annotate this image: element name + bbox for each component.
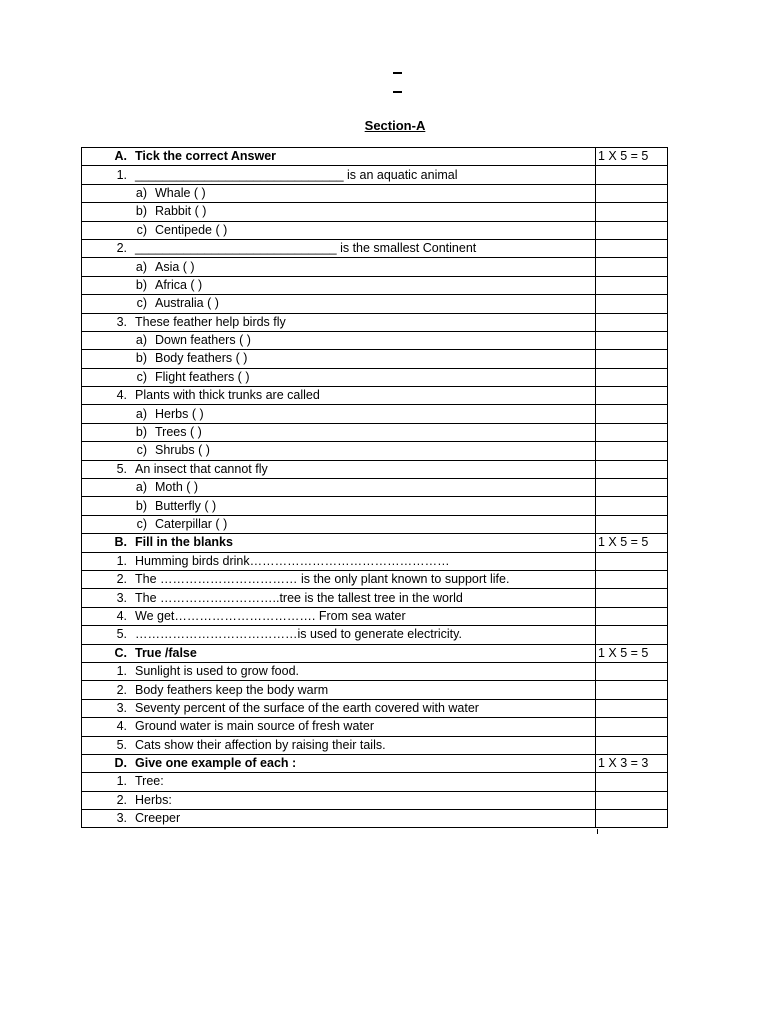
item-number: 1. xyxy=(116,553,127,568)
question-row xyxy=(82,570,668,588)
question-text: Seventy percent of the surface of the earth covered with water xyxy=(135,700,479,715)
question-cell xyxy=(82,460,596,478)
question-row xyxy=(82,718,668,736)
option-letter: c) xyxy=(136,443,147,458)
option-letter: c) xyxy=(136,369,147,384)
option-text: Body feathers ( ) xyxy=(155,351,248,366)
option-row xyxy=(82,497,668,515)
marks-cell xyxy=(596,258,668,276)
item-number: 3. xyxy=(116,700,127,715)
question-cell xyxy=(82,258,596,276)
question-table xyxy=(81,147,668,828)
question-text: …………………………………is used to generate electricity. xyxy=(135,627,462,642)
item-number: 5. xyxy=(116,737,127,752)
question-cell xyxy=(82,534,596,552)
marks-cell xyxy=(596,810,668,828)
question-text: _____________________________ is the smallest Continent xyxy=(135,241,477,256)
option-letter: a) xyxy=(135,406,147,421)
item-number: 2. xyxy=(116,792,127,807)
marks-cell xyxy=(596,791,668,809)
marks-cell xyxy=(596,570,668,588)
question-cell xyxy=(82,773,596,791)
option-letter: a) xyxy=(135,333,147,348)
question-row xyxy=(82,460,668,478)
question-row xyxy=(82,626,668,644)
option-text: Asia ( ) xyxy=(155,259,195,274)
option-text: Down feathers ( ) xyxy=(155,333,251,348)
option-letter: b) xyxy=(135,277,147,292)
marks-cell xyxy=(596,497,668,515)
item-number: 4. xyxy=(116,719,127,734)
marks-cell xyxy=(596,166,668,184)
question-row xyxy=(82,607,668,625)
marks-cell xyxy=(596,681,668,699)
question-cell xyxy=(82,442,596,460)
option-letter: b) xyxy=(135,425,147,440)
option-letter: c) xyxy=(136,222,147,237)
marks-cell xyxy=(596,313,668,331)
question-row xyxy=(82,699,668,717)
question-text: Humming birds drink………………………………………… xyxy=(135,553,450,568)
item-number: 4. xyxy=(116,608,127,623)
question-row xyxy=(82,589,668,607)
option-letter: a) xyxy=(135,480,147,495)
header-dash-bottom xyxy=(393,91,402,93)
question-cell xyxy=(82,239,596,257)
question-cell xyxy=(82,423,596,441)
item-number: 3. xyxy=(116,590,127,605)
option-row xyxy=(82,184,668,202)
section-heading-row xyxy=(82,534,668,552)
marks-cell: 1 X 5 = 5 xyxy=(596,148,668,166)
question-text: The …………………………… is the only plant known to support life. xyxy=(135,572,510,587)
option-row xyxy=(82,295,668,313)
item-number: 3. xyxy=(116,811,127,826)
question-row xyxy=(82,662,668,680)
question-cell xyxy=(82,791,596,809)
option-row xyxy=(82,276,668,294)
question-cell xyxy=(82,350,596,368)
question-cell xyxy=(82,405,596,423)
question-row xyxy=(82,791,668,809)
question-cell xyxy=(82,552,596,570)
question-cell xyxy=(82,313,596,331)
marks-cell xyxy=(596,479,668,497)
option-text: Africa ( ) xyxy=(155,277,203,292)
question-row xyxy=(82,239,668,257)
question-row xyxy=(82,681,668,699)
question-cell xyxy=(82,589,596,607)
question-cell xyxy=(82,497,596,515)
marks-cell xyxy=(596,589,668,607)
marks-cell xyxy=(596,239,668,257)
option-row xyxy=(82,442,668,460)
question-cell xyxy=(82,681,596,699)
option-letter: a) xyxy=(135,259,147,274)
question-cell xyxy=(82,662,596,680)
marks-cell xyxy=(596,607,668,625)
question-text: An insect that cannot fly xyxy=(135,461,268,476)
question-cell xyxy=(82,387,596,405)
question-cell xyxy=(82,368,596,386)
option-row xyxy=(82,258,668,276)
question-cell xyxy=(82,166,596,184)
section-heading-row xyxy=(82,644,668,662)
question-row xyxy=(82,552,668,570)
section-heading-row xyxy=(82,754,668,772)
question-text: The ………………………..tree is the tallest tree in the world xyxy=(135,590,463,605)
option-text: Whale ( ) xyxy=(155,185,206,200)
option-row xyxy=(82,405,668,423)
question-cell xyxy=(82,810,596,828)
question-cell xyxy=(82,221,596,239)
header-dash-top xyxy=(393,72,402,74)
option-text: Herbs ( ) xyxy=(155,406,204,421)
question-cell xyxy=(82,148,596,166)
marks-cell xyxy=(596,718,668,736)
question-text: Tree: xyxy=(135,774,164,789)
question-text: Cats show their affection by raising their tails. xyxy=(135,737,386,752)
question-text: Ground water is main source of fresh water xyxy=(135,719,374,734)
option-row xyxy=(82,515,668,533)
section-heading-row xyxy=(82,148,668,166)
item-number: 1. xyxy=(116,664,127,679)
option-row xyxy=(82,423,668,441)
question-cell xyxy=(82,699,596,717)
option-text: Caterpillar ( ) xyxy=(155,517,228,531)
question-cell xyxy=(82,331,596,349)
marks-cell xyxy=(596,515,668,533)
option-text: Australia ( ) xyxy=(155,296,219,311)
marks-cell xyxy=(596,423,668,441)
question-text: Sunlight is used to grow food. xyxy=(135,664,299,679)
option-row xyxy=(82,479,668,497)
question-text: Herbs: xyxy=(135,792,172,807)
option-text: Butterfly ( ) xyxy=(155,498,217,513)
marks-cell: 1 X 5 = 5 xyxy=(596,644,668,662)
marks-cell xyxy=(596,203,668,221)
item-number: 2. xyxy=(116,241,127,256)
question-row xyxy=(82,387,668,405)
option-row xyxy=(82,331,668,349)
item-number: 2. xyxy=(116,572,127,587)
option-letter: c) xyxy=(136,296,147,311)
marks-cell xyxy=(596,295,668,313)
marks-cell xyxy=(596,773,668,791)
marks-column-tail xyxy=(597,829,598,834)
option-letter: a) xyxy=(135,185,147,200)
question-cell xyxy=(82,479,596,497)
option-letter: b) xyxy=(135,351,147,366)
question-cell xyxy=(82,626,596,644)
option-letter: c) xyxy=(136,517,147,531)
marks-cell xyxy=(596,276,668,294)
marks-cell xyxy=(596,699,668,717)
option-text: Trees ( ) xyxy=(155,425,202,440)
item-number: B. xyxy=(114,535,127,550)
option-text: Flight feathers ( ) xyxy=(155,369,250,384)
question-text: Body feathers keep the body warm xyxy=(135,682,329,697)
marks-cell: 1 X 3 = 3 xyxy=(596,754,668,772)
marks-cell xyxy=(596,442,668,460)
option-row xyxy=(82,221,668,239)
option-row xyxy=(82,350,668,368)
question-text: ______________________________ is an aquatic animal xyxy=(135,167,458,182)
item-number: 1. xyxy=(116,167,127,182)
question-cell xyxy=(82,607,596,625)
question-cell xyxy=(82,754,596,772)
question-row xyxy=(82,810,668,828)
section-title: Section-A xyxy=(364,118,426,133)
item-number: C. xyxy=(114,645,127,660)
question-cell xyxy=(82,276,596,294)
question-text: We get……………………………. From sea water xyxy=(135,608,406,623)
item-number: 5. xyxy=(116,461,127,476)
marks-cell xyxy=(596,405,668,423)
question-cell xyxy=(82,570,596,588)
marks-cell xyxy=(596,736,668,754)
item-number: 5. xyxy=(116,627,127,642)
marks-cell xyxy=(596,460,668,478)
option-text: Rabbit ( ) xyxy=(155,204,207,219)
section-heading-text: Fill in the blanks xyxy=(135,535,233,550)
item-number: A. xyxy=(114,149,127,164)
question-cell xyxy=(82,644,596,662)
question-row xyxy=(82,736,668,754)
marks-cell xyxy=(596,331,668,349)
section-heading-text: Tick the correct Answer xyxy=(135,149,277,164)
question-table-body xyxy=(82,148,668,828)
question-cell xyxy=(82,203,596,221)
item-number: 2. xyxy=(116,682,127,697)
question-row xyxy=(82,166,668,184)
item-number: 1. xyxy=(116,774,127,789)
option-letter: b) xyxy=(135,498,147,513)
marks-cell xyxy=(596,368,668,386)
section-heading-text: True /false xyxy=(135,645,197,660)
marks-cell xyxy=(596,184,668,202)
question-row xyxy=(82,313,668,331)
question-text: These feather help birds fly xyxy=(135,314,286,329)
option-letter: b) xyxy=(135,204,147,219)
section-heading-text: Give one example of each : xyxy=(135,756,297,771)
marks-cell xyxy=(596,221,668,239)
question-cell xyxy=(82,184,596,202)
marks-cell xyxy=(596,662,668,680)
question-cell xyxy=(82,736,596,754)
question-cell xyxy=(82,295,596,313)
item-number: 4. xyxy=(116,388,127,403)
question-row xyxy=(82,773,668,791)
question-text: Creeper xyxy=(135,811,181,826)
item-number: D. xyxy=(114,756,127,771)
option-row xyxy=(82,368,668,386)
marks-cell: 1 X 5 = 5 xyxy=(596,534,668,552)
question-cell xyxy=(82,718,596,736)
marks-cell xyxy=(596,552,668,570)
option-row xyxy=(82,203,668,221)
question-text: Plants with thick trunks are called xyxy=(135,388,320,403)
item-number: 3. xyxy=(116,314,127,329)
option-text: Shrubs ( ) xyxy=(155,443,210,458)
marks-cell xyxy=(596,626,668,644)
option-text: Moth ( ) xyxy=(155,480,199,495)
question-cell xyxy=(82,515,596,533)
option-text: Centipede ( ) xyxy=(155,222,228,237)
marks-cell xyxy=(596,387,668,405)
marks-cell xyxy=(596,350,668,368)
